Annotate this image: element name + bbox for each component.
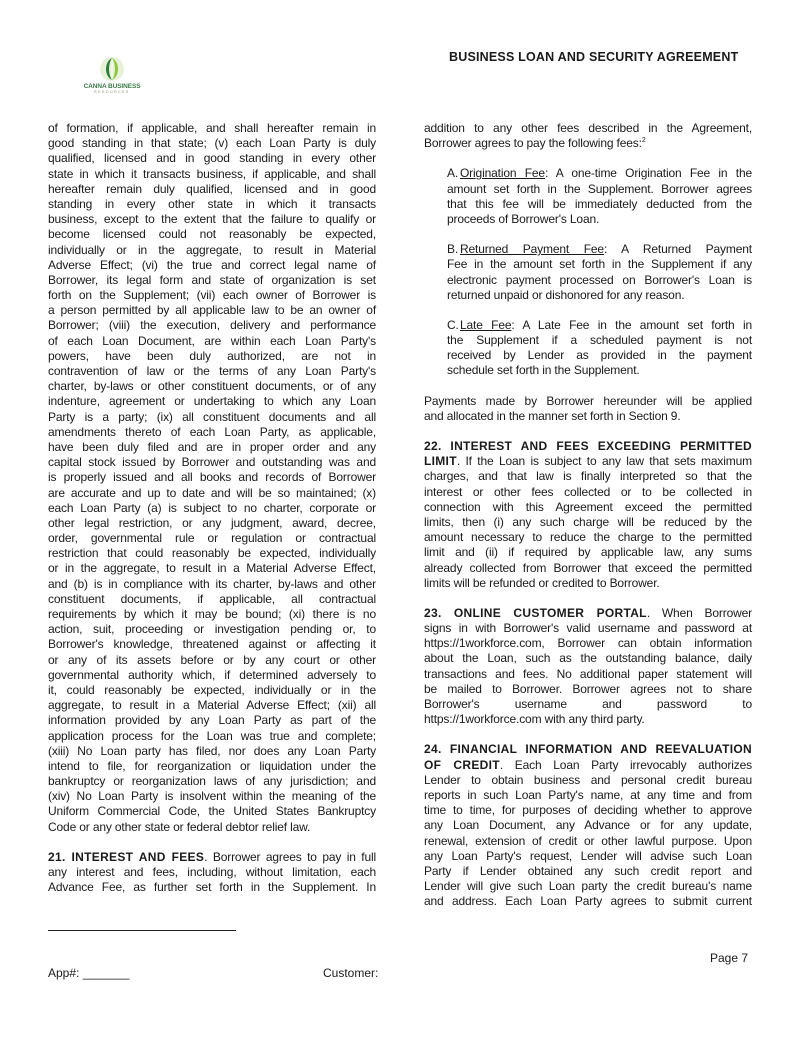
text-line: Code or any other state or federal debtor relief law.	[48, 819, 311, 834]
line-text: . When Borrower	[646, 605, 752, 620]
text-line: it, could reasonably be expected, individually or in the	[48, 682, 376, 697]
text-line: Borrower; (viii) the execution, delivery and performance	[48, 318, 376, 333]
text-line: transactions and fees. No additional paper statement will	[424, 666, 752, 681]
text-line: application process for the Loan was true and complete;	[48, 728, 376, 743]
text-line: are accurate and up to date and will be so maintained; (x)	[48, 485, 376, 500]
text-line: amendments thereto of each Loan Party, as applicable,	[48, 424, 376, 439]
footnote-divider	[48, 930, 236, 931]
text-line: constituent documents, if applicable, all contractual	[48, 591, 376, 606]
text-line: and allocated in the manner set forth in Section 9.	[424, 408, 681, 423]
line-text: : A Late Fee in the amount set forth in	[511, 317, 752, 332]
right-column	[424, 121, 752, 924]
text-line	[424, 136, 752, 151]
text-line	[424, 606, 752, 621]
text-line: good standing in that state; (v) each Loan Party is duly	[48, 136, 376, 151]
text-line: any Loan Document, any Advance or for any update,	[424, 818, 752, 833]
text-line: signs in with Borrower's valid username and password at	[424, 621, 752, 636]
section-heading: LIMIT	[424, 454, 457, 469]
text-line: interest or other fees collected or to be collected in	[424, 484, 752, 499]
text-line	[447, 166, 752, 181]
text-line: state in which it transacts business, if applicable, and shall	[48, 166, 376, 181]
fee-list-item	[424, 242, 752, 303]
section-heading: 22. INTEREST AND FEES EXCEEDING PERMITTED	[424, 439, 752, 453]
text-line: Lender to obtain business and personal credit bureau	[424, 772, 752, 787]
text-line: (xiii) No Loan party has filed, nor does any Loan Party	[48, 743, 376, 758]
text-line: proceeds of Borrower's Loan.	[447, 211, 600, 226]
text-line: order, governmental rule or regulation or contractual	[48, 531, 376, 546]
text-line: charter, by-laws or other constituent documents, or of any	[48, 379, 376, 394]
text-line: Borrower, its legal form and state of organization is set	[48, 272, 376, 287]
line-text: . Each Loan Party irrevocably authorizes	[499, 757, 752, 772]
text-line: limit and (ii) if required by applicable law, any sums	[424, 545, 752, 560]
text-line	[48, 850, 376, 865]
text-line: intend to file, for reorganization or liquidation under the	[48, 758, 376, 773]
text-line: limits will be refunded or credited to Borrower.	[424, 575, 660, 590]
text-line: restriction that could reasonably be expected, individually	[48, 546, 376, 561]
line-text: Advance Fee, as further set forth in the Supplement. In	[48, 880, 376, 895]
text-line: any Loan Party's request, Lender will advise such Loan	[424, 848, 752, 863]
line-text: : A one-time Origination Fee in the	[544, 166, 753, 181]
text-line: hereafter remain duly qualified, licensed and in good	[48, 181, 376, 196]
text-line: other legal restriction, or any judgment, award, decree,	[48, 515, 376, 530]
text-line: electronic payment processed on Borrower's Loan is	[447, 272, 752, 287]
text-line: amount necessary to reduce the charge to the permitted	[424, 530, 752, 545]
text-line: bankruptcy or reorganization laws of any jurisdiction; and	[48, 774, 376, 789]
fee-list-item	[424, 166, 752, 227]
paragraph	[424, 121, 752, 151]
line-text: : A Returned Payment	[603, 242, 752, 257]
paragraph	[48, 121, 376, 835]
text-line: Lender will give such Loan party the credit bureau's name	[424, 879, 752, 894]
text-line: of each Loan Document, are within each Loan Party's	[48, 333, 376, 348]
text-line: is properly issued and all books and records of Borrower	[48, 470, 376, 485]
text-line: Payments made by Borrower hereunder will be applied	[424, 393, 752, 408]
text-line: powers, have been duly authorized, are not in	[48, 348, 376, 363]
text-line: requirements by which it may be bound; (xi) there is no	[48, 607, 376, 621]
text-line	[447, 242, 752, 257]
text-line: Fee in the amount set forth in the Supplement if any	[447, 257, 752, 272]
item-label: A.	[447, 166, 459, 181]
logo-subtitle: RESOURCES	[94, 90, 130, 94]
item-title: Late Fee	[460, 317, 512, 332]
section-heading: OF CREDIT	[424, 757, 500, 772]
text-line: Uniform Commercial Code, the United States Bankruptcy	[48, 804, 376, 819]
item-title: Origination Fee	[460, 166, 545, 181]
text-line: renewal, extension of credit or other lawful purpose. Upon	[424, 833, 752, 848]
section-heading: 23. ONLINE CUSTOMER PORTAL	[424, 605, 647, 620]
text-line: limits, then (i) any such charge will be reduced by the	[424, 514, 752, 529]
text-line: capital stock issued by Borrower and outstanding was and	[48, 455, 376, 470]
text-line: received by Lender as provided in the payment	[447, 348, 752, 363]
text-line: Party if Lender obtained any such credit report and	[424, 863, 752, 878]
customer-field: Customer:	[323, 966, 379, 980]
text-line: time to time, for purposes of deciding whether to approve	[424, 803, 752, 818]
paragraph	[424, 439, 752, 591]
line-text: and address. Each Loan Party agrees to submit current	[424, 894, 752, 909]
paragraph	[424, 394, 752, 424]
document-title: BUSINESS LOAN AND SECURITY AGREEMENT	[449, 50, 739, 64]
section-heading: 24. FINANCIAL INFORMATION AND REEVALUATION	[424, 742, 752, 757]
paragraph	[424, 606, 752, 728]
text-line: Borrower's knowledge, threatened against or affecting it	[48, 637, 376, 652]
paragraph	[424, 742, 752, 909]
text-line	[424, 454, 752, 469]
text-line: or in the aggregate, to result in a Material Adverse Effect,	[48, 561, 376, 576]
text-line	[48, 880, 376, 895]
text-line: https://1workforce.com, Borrower can obtain information	[424, 636, 752, 651]
line-text: . If the Loan is subject to any law that sets maximum	[456, 454, 752, 469]
text-line: schedule set forth in the Supplement.	[447, 363, 640, 378]
app-number-field: App#: _______	[48, 966, 130, 980]
text-line	[424, 894, 752, 909]
text-line: aggregate, to result in a Material Adverse Effect; (xii) all	[48, 698, 376, 713]
text-line: that this fee will be immediately deducted from the	[447, 196, 752, 211]
text-line: Adverse Effect; (vi) the true and correct legal name of	[48, 257, 376, 272]
item-title: Returned Payment Fee	[460, 242, 604, 257]
text-line: qualified, licensed and in good standing in every other	[48, 151, 376, 166]
text-line: standing in every other state in which it transacts	[48, 196, 376, 211]
text-line: have been duly filed and are in proper order and any	[48, 439, 376, 454]
text-line: connection with this Agreement exceed the permitted	[424, 499, 752, 514]
text-line: individually or in the aggregate, to result in Material	[48, 242, 376, 257]
text-line: and (b) is in compliance with its charter, by-laws and other	[48, 576, 376, 591]
text-line: forth on the Supplement; (vii) each owner of Borrower is	[48, 288, 376, 303]
text-line: information provided by any Loan Party as part of the	[48, 713, 376, 728]
paragraph	[48, 850, 376, 896]
fee-list-item	[424, 318, 752, 379]
leaf-logo-icon	[99, 56, 125, 82]
company-logo	[80, 56, 144, 94]
text-line: (xiv) No Loan Party is insolvent within the meaning of the	[48, 789, 376, 804]
logo-name: CANNA BUSINESS	[83, 83, 141, 90]
text-line	[424, 742, 752, 757]
text-line: be mailed to Borrower. Borrower agrees not to share	[424, 681, 752, 696]
text-line: addition to any other fees described in the Agreement,	[424, 121, 752, 135]
text-line: https://1workforce.com with any third party.	[424, 712, 645, 727]
left-column	[48, 121, 376, 910]
text-line: amount set forth in the Supplement. Borrower agrees	[447, 181, 752, 196]
text-line	[424, 758, 752, 773]
text-line: Party is a party; (ix) all constituent documents and all	[48, 409, 376, 424]
item-label: B.	[447, 242, 459, 257]
text-line: each Loan Party (a) is subject to no charter, corporate or	[48, 500, 376, 515]
text-line: already collected from Borrower that exceed the permitted	[424, 560, 752, 575]
text-line	[447, 318, 752, 333]
text-line: contravention of law or the terms of any Loan Party's	[48, 364, 376, 378]
item-label: C.	[447, 317, 459, 332]
section-heading: 21. INTEREST AND FEES	[48, 849, 205, 864]
text-line: become licensed could not reasonably be expected,	[48, 227, 376, 242]
text-line: Borrower's username and password to	[424, 697, 752, 711]
line-text: . Borrower agrees to pay in full	[204, 849, 377, 864]
text-line: returned unpaid or dishonored for any reason.	[447, 287, 685, 302]
text-line: any interest and fees, including, without limitation, each	[48, 865, 376, 879]
text-line: governmental authority which, if determined adversely to	[48, 667, 376, 682]
text-line: action, suit, proceeding or investigation pending or, to	[48, 622, 376, 637]
page-number: Page 7	[710, 951, 749, 965]
text-line: a person permitted by all applicable law to be an owner of	[48, 303, 376, 318]
text-line: the Supplement if a scheduled payment is not	[447, 333, 752, 348]
line-text: Borrower agrees to pay the following fees:	[424, 136, 642, 151]
text-line	[424, 439, 752, 454]
text-line: charges, and that law is finally interpreted so that the	[424, 469, 752, 484]
text-line: about the Loan, such as the outstanding balance, daily	[424, 651, 752, 666]
footnote-marker: 2	[641, 137, 646, 145]
text-line: or any of its assets before or by any court or other	[48, 652, 376, 667]
text-line: of formation, if applicable, and shall hereafter remain in	[48, 121, 376, 135]
text-line: reports in such Loan Party's name, at any time and from	[424, 787, 752, 802]
text-line: business, except to the extent that the failure to qualify or	[48, 212, 376, 227]
text-line: indenture, agreement or undertaking to which any Loan	[48, 394, 376, 409]
